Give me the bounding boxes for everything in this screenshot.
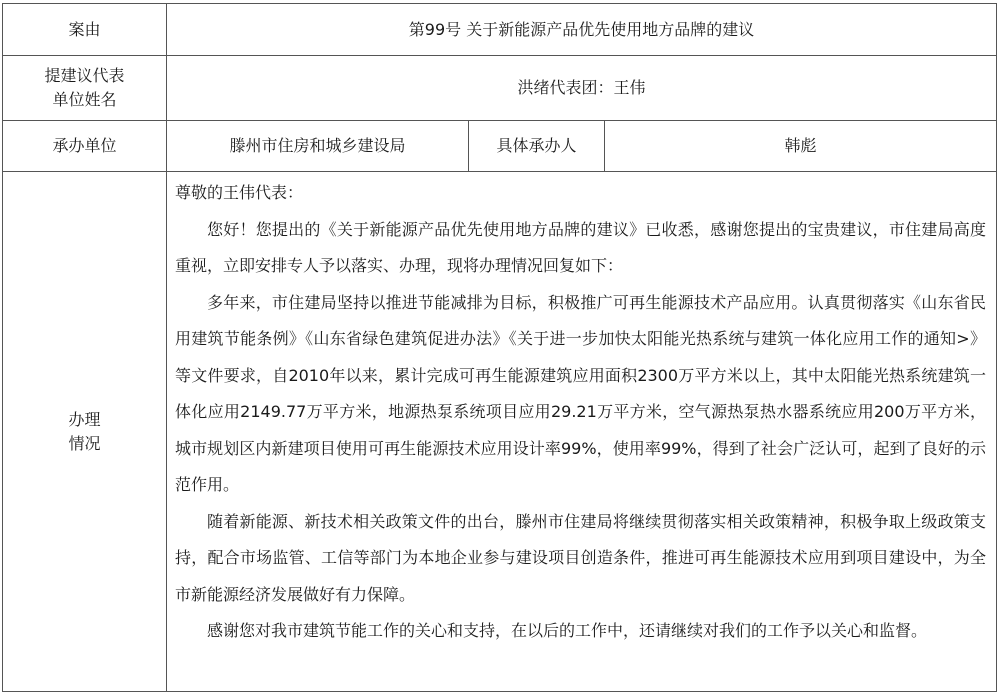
- proposer-row: [3, 56, 997, 121]
- case-row: [3, 4, 997, 56]
- status-paragraph: 随着新能源、新技术相关政策文件的出台，滕州市住建局将继续贯彻落实相关政策精神，积极争取上级政策支持，配合市场监管、工信等部门为本地企业参与建设项目创造条件，推进可再生能源技术应用到项目建设中，为全市新能源经济发展做好有力保障。: [175, 511, 986, 604]
- reply-form-table: [2, 3, 997, 692]
- proposer-value: 洪绪代表团：王伟: [167, 56, 997, 121]
- status-label: [3, 172, 167, 692]
- status-paragraph: 您好！您提出的《关于新能源产品优先使用地方品牌的建议》已收悉，感谢您提出的宝贵建议，市住建局高度重视，立即安排专人予以落实、办理，现将办理情况回复如下：: [175, 219, 986, 275]
- case-value: 第99号 关于新能源产品优先使用地方品牌的建议: [167, 4, 997, 56]
- status-row: [3, 172, 997, 692]
- proposer-label-line1: 提建议代表: [44, 66, 125, 85]
- handler-person-label: 具体承办人: [469, 121, 605, 172]
- status-paragraph: 多年来，市住建局坚持以推进节能减排为目标，积极推广可再生能源技术产品应用。认真贯彻落实《山东省民用建筑节能条例》《山东省绿色建筑促进办法》《关于进一步加快太阳能光热系统与建筑一体化应用工作的通知>》等文件要求，自2010年以来，累计完成可再生能源建筑应用面积2300万平方米以上，其中太阳能光热系统建筑一体化应用2149.77万平方米，地源热泵系统项目应用29.21万平方米，空气源热泵热水器系统应用200万平方米，城市规划区内新建项目使用可再生能源技术应用设计率99%，使用率99%，得到了社会广泛认可，起到了良好的示范作用。: [175, 292, 986, 494]
- handler-person: 韩彪: [605, 121, 997, 172]
- case-label: 案由: [3, 4, 167, 56]
- handler-unit: 滕州市住房和城乡建设局: [167, 121, 469, 172]
- proposer-label-line2: 单位姓名: [52, 90, 117, 109]
- status-label-line2: 情况: [68, 433, 101, 453]
- status-greeting: 尊敬的王伟代表：: [175, 183, 304, 202]
- handler-row: [3, 121, 997, 172]
- status-content: [167, 172, 997, 692]
- proposer-label: [3, 56, 167, 121]
- status-paragraph: 感谢您对我市建筑节能工作的关心和支持，在以后的工作中，还请继续对我们的工作予以关心和监督。: [207, 621, 928, 640]
- handler-label: 承办单位: [3, 121, 167, 172]
- status-label-line1: 办理: [68, 409, 101, 429]
